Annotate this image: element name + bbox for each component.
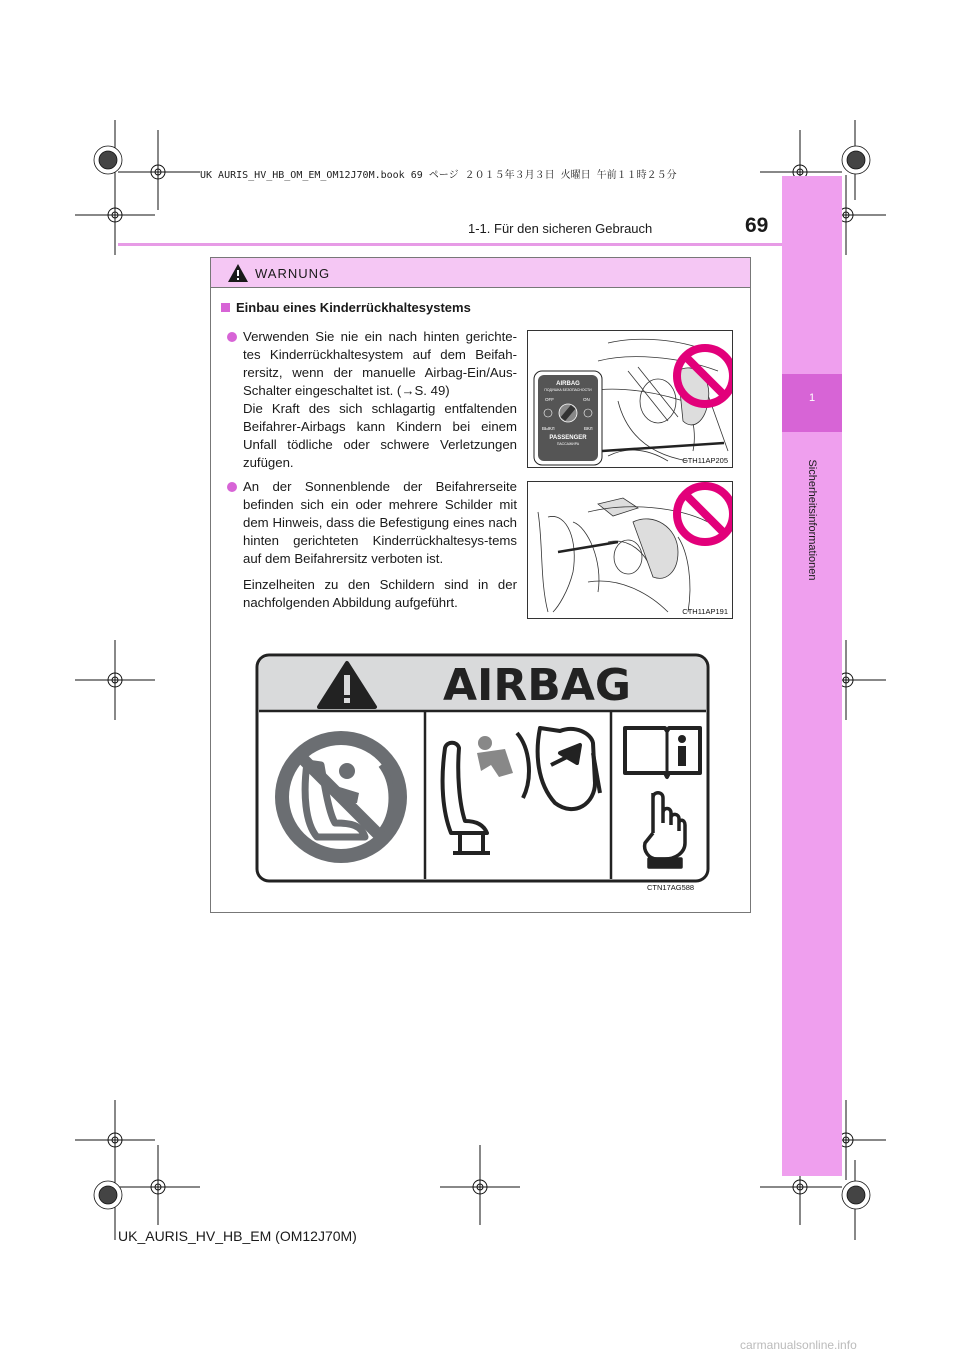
- switch-label-top: AIRBAG: [556, 381, 580, 387]
- paragraph: Einzelheiten zu den Schildern sind in der nachfolgenden Abbildung aufgeführt.: [243, 577, 517, 610]
- print-header: UK AURIS_HV_HB_OM_EM_OM12J70M.book 69 ページ ２０１５年３月３日 火曜日 午前１１時２５分: [200, 170, 677, 181]
- warning-box: [210, 257, 751, 913]
- airbag-warning-label: [255, 653, 710, 883]
- airbag-label-title: AIRBAG: [442, 660, 632, 711]
- manual-book-icon: [625, 728, 700, 777]
- warning-header: [211, 258, 750, 288]
- figure-code: CTN17AG588: [647, 883, 695, 892]
- chapter-number: 1: [808, 392, 816, 404]
- side-tab: [782, 176, 842, 1176]
- switch-label-on: ON: [583, 397, 590, 402]
- list-item: [227, 478, 517, 612]
- switch-label-off-ru: ВЫКЛ: [542, 426, 555, 431]
- dashboard-illustration: [528, 331, 733, 468]
- section-title: 1-1. Für den sicheren Gebrauch: [468, 221, 653, 236]
- no-rear-facing-seat-icon: [275, 731, 407, 863]
- paragraph: An der Sonnenblende der Beifahrerseite befinden sich ein oder mehrere Schilder mit dem Hinweis, dass die Befestigung eines nach hinten gerichteten Kinderrückhaltesys-tems auf dem Beifahrersitz verboten ist.: [243, 479, 517, 566]
- figure-airbag-switch: [527, 330, 733, 468]
- prohibition-icon: [677, 486, 733, 542]
- switch-label-bottom-sub: ПАССАЖИРА: [556, 442, 580, 446]
- warning-triangle-icon: [227, 263, 249, 283]
- paragraph: Die Kraft des sich schlagartig entfaltenden Beifahrer-Airbags kann Kindern bei einem Unfall tödliche oder schwere Verletzungen zufügen.: [243, 401, 517, 470]
- paragraph: Verwenden Sie nie ein nach hinten gerichte-tes Kinderrückhaltesystem auf dem Beifah-rersitz, wenn der manuelle Airbag-Ein/Aus-Schalter eingeschaltet ist. (→S. 49): [243, 329, 517, 398]
- footer-code: UK_AURIS_HV_HB_EM (OM12J70M): [118, 1228, 357, 1244]
- square-bullet-icon: [221, 303, 230, 312]
- chapter-title: Sicherheitsinformationen: [806, 459, 818, 581]
- bullet-icon: [227, 332, 237, 342]
- switch-label-off: OFF: [545, 397, 554, 402]
- figure-sun-visor: [527, 481, 733, 619]
- list-item: [227, 328, 517, 472]
- header-rule: [118, 243, 782, 246]
- switch-label-on-ru: ВКЛ: [584, 426, 593, 431]
- figure-code: CTH11AP205: [682, 456, 728, 465]
- switch-label-top-sub: ПОДУШКА БЕЗОПАСНОСТИ: [544, 388, 592, 392]
- warning-subheading: Einbau eines Kinderrückhaltesystems: [221, 300, 471, 315]
- chapter-tab[interactable]: [782, 374, 842, 432]
- warning-title: WARNUNG: [255, 266, 331, 281]
- page-number: 69: [745, 214, 769, 237]
- figure-code: CTH11AP191: [682, 607, 728, 616]
- cabin-illustration: [528, 482, 733, 619]
- watermark: carmanualsonline.info: [740, 1338, 857, 1352]
- switch-label-bottom: PASSENGER: [549, 435, 587, 441]
- bullet-icon: [227, 482, 237, 492]
